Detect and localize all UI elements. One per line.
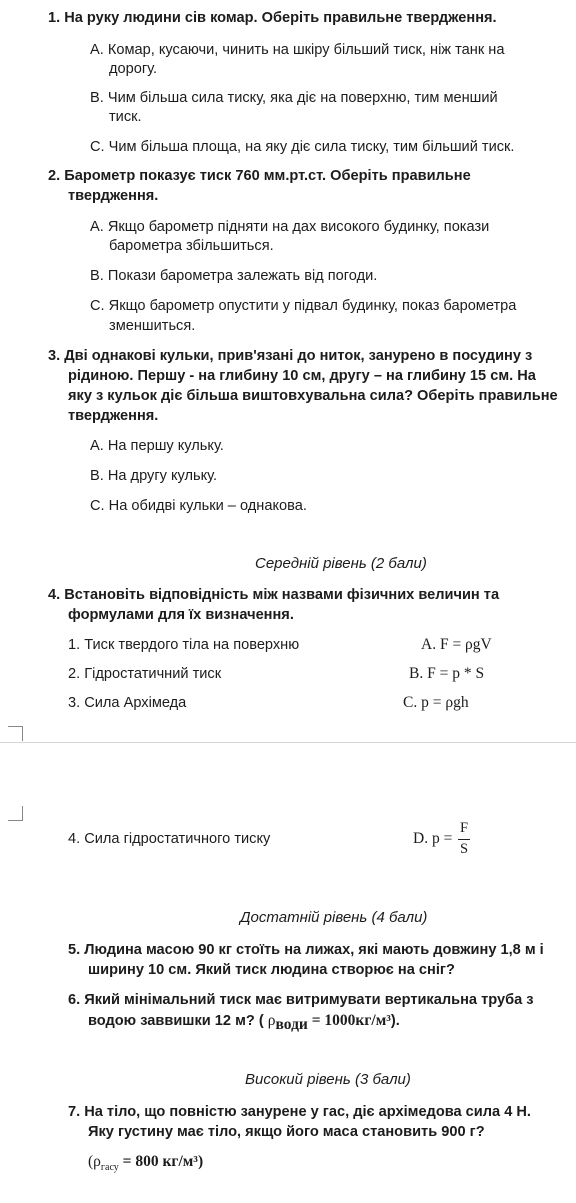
rho-subscript: води (275, 1015, 308, 1033)
q1-title: 1. На руку людини сів комар. Оберіть правильне твердження. (48, 10, 497, 26)
q4-formula-d: D. p = (413, 830, 453, 847)
q4-formula-c: C. p = ρgh (403, 694, 469, 711)
q5-title-cont: ширину 10 см. Який тиск людина створює на сніг? (88, 962, 455, 978)
q1-option-b-cont: тиск. (109, 109, 142, 125)
q3-title-cont3: твердження. (68, 408, 159, 424)
fraction-bar (458, 839, 470, 840)
q4-item-2: 2. Гідростатичний тиск (68, 666, 222, 682)
rho-symbol: ρ (267, 1012, 276, 1029)
rho-subscript: гасу (100, 1162, 119, 1174)
q7-title: 7. На тіло, що повністю занурене у гас, діє архімедова сила 4 Н. (68, 1104, 531, 1120)
q4-title-cont: формулами для їх визначення. (68, 607, 294, 623)
q3-title: 3. Дві однакові кульки, прив'язані до ниток, занурено в посудину з (48, 348, 533, 364)
page-break (0, 742, 576, 801)
q4-formula-a: A. F = ρgV (421, 636, 492, 653)
q4-formula-d-numerator: F (459, 820, 469, 836)
q4-formula-b: B. F = p * S (409, 665, 485, 682)
q2-option-b: В. Покази барометра залежать від погоди. (90, 268, 378, 284)
q4-item-1: 1. Тиск твердого тіла на поверхню (68, 637, 300, 653)
q2-option-a: А. Якщо барометр підняти на дах високого будинку, покази (90, 219, 490, 235)
page-corner-mark (8, 726, 23, 741)
q1-option-c: С. Чим більша площа, на яку діє сила тиску, тим більший тиск. (90, 139, 515, 155)
section-heading-high: Високий рівень (3 бали) (245, 1071, 411, 1088)
section-heading-mid: Середній рівень (2 бали) (255, 555, 427, 572)
q2-option-c: С. Якщо барометр опустити у підвал будинку, показ барометра (90, 298, 517, 314)
q4-formula-d-denominator: S (459, 841, 469, 857)
q6-title-cont (88, 1011, 400, 1035)
q4-item-4: 4. Сила гідростатичного тиску (68, 831, 271, 847)
q2-title: 2. Барометр показує тиск 760 мм.рт.ст. Оберіть правильне (48, 168, 471, 184)
q6-close: ). (390, 1013, 400, 1029)
q3-option-c: С. На обидві кульки – однакова. (90, 498, 307, 514)
q4-title: 4. Встановіть відповідність між назвами фізичних величин та (48, 587, 500, 603)
q2-title-cont: твердження. (68, 188, 159, 204)
q2-option-a-cont: барометра збільшиться. (109, 238, 274, 254)
q4-item-3: 3. Сила Архімеда (68, 695, 187, 711)
q1-option-b: В. Чим більша сила тиску, яка діє на поверхню, тим менший (90, 90, 498, 106)
q1-option-a-cont: дорогу. (109, 61, 158, 77)
q3-option-a: А. На першу кульку. (90, 438, 224, 454)
q7-given-density (88, 1152, 203, 1178)
q2-option-c-cont: зменшиться. (109, 318, 196, 334)
q6-title: 6. Який мінімальний тиск має витримувати вертикальна труба з (68, 992, 534, 1008)
section-heading-sufficient: Достатній рівень (4 бали) (240, 909, 428, 926)
q7-title-cont: Яку густину має тіло, якщо його маса становить 900 г? (88, 1124, 485, 1140)
rho-symbol: (ρ (88, 1153, 101, 1170)
q3-option-b: В. На другу кульку. (90, 468, 218, 484)
page-corner-mark (8, 806, 23, 821)
q3-title-cont2: яку з кульок діє більша виштовхувальна сила? Оберіть правильне (68, 388, 558, 404)
q6-density: = 1000кг/м³ (307, 1012, 391, 1029)
q3-title-cont1: рідиною. Першу - на глибину 10 см, другу – на глибину 15 см. На (68, 368, 536, 384)
q1-option-a: А. Комар, кусаючи, чинить на шкіру більший тиск, ніж танк на (90, 42, 505, 58)
q7-density: = 800 кг/м³) (118, 1153, 204, 1170)
q6-text: водою заввишки 12 м? ( (88, 1013, 268, 1029)
q5-title: 5. Людина масою 90 кг стоїть на лижах, які мають довжину 1,8 м і (68, 942, 544, 958)
